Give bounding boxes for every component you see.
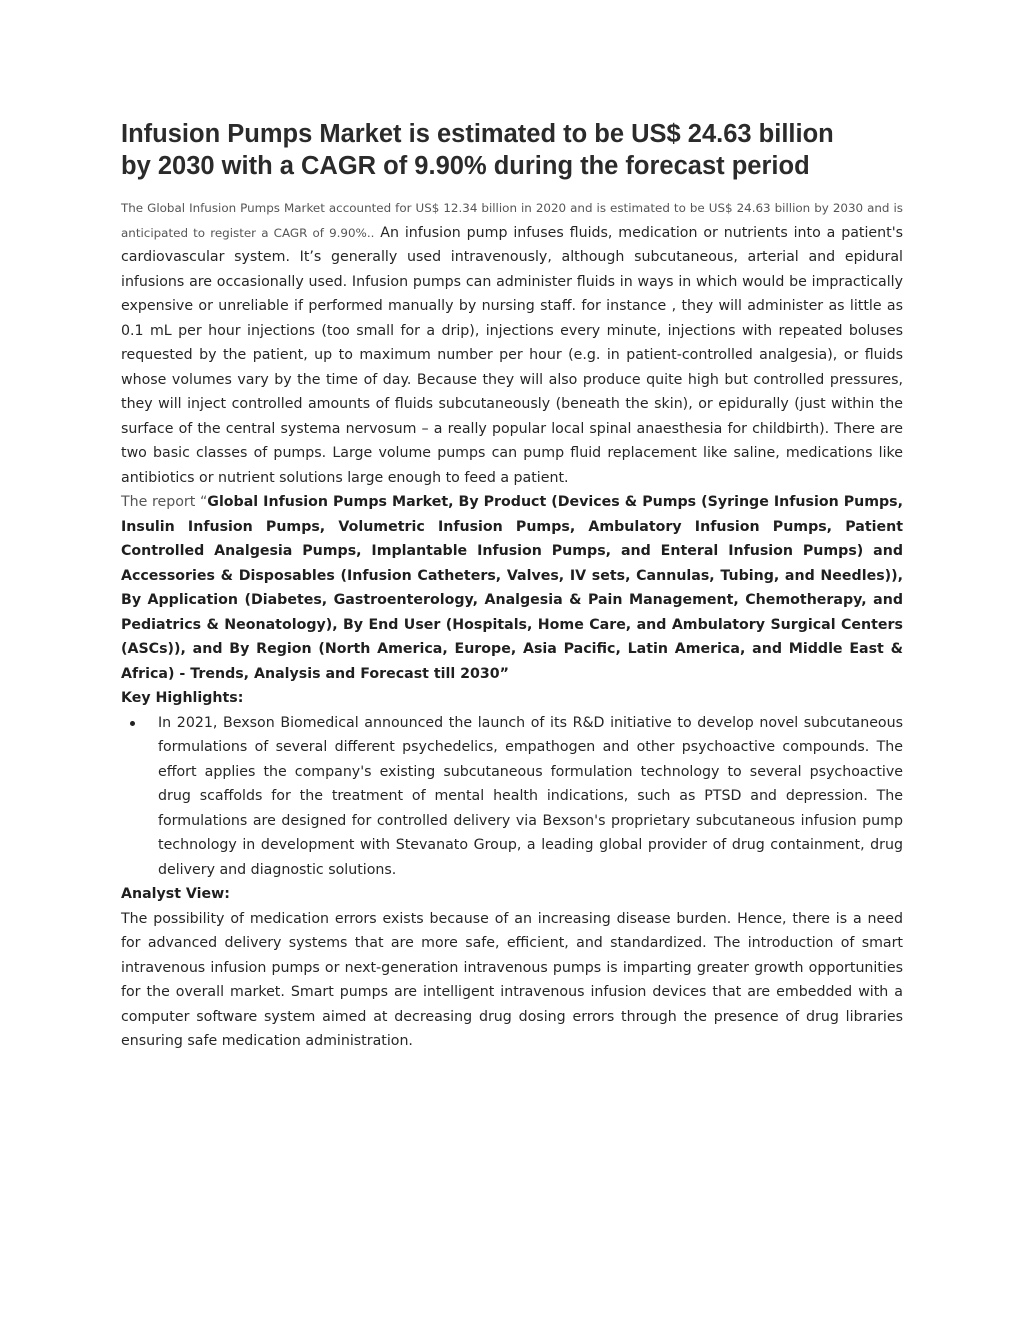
report-paragraph xyxy=(121,490,903,686)
intro-lead-text: The Global Infusion Pumps Market accounted for US$ 12.34 billion in 2020 and is estimated to be US$ 24.63 billion by 2030 and is anticipated to register a CAGR of 9.90%.. xyxy=(121,201,903,240)
key-highlights-list xyxy=(121,711,903,883)
page-title-line-2: by 2030 with a CAGR of 9.90% during the forecast period xyxy=(121,152,810,180)
page-title-line-1: Infusion Pumps Market is estimated to be US$ 24.63 billion xyxy=(121,120,834,148)
document-page xyxy=(121,118,903,1054)
key-highlights-heading: Key Highlights: xyxy=(121,690,244,706)
intro-body-text: An infusion pump infuses fluids, medication or nutrients into a patient's cardiovascular system. It’s generally used intravenously, although subcutaneous, arterial and epidural infusions are occasionally used. Infusion pumps can administer fluids in ways in which would be impractically expensive or unreliable if performed manually by nursing staff. for instance , they will administer as little as 0.1 mL per hour injections (too small for a drip), injections every minute, injections with repeated boluses requested by the patient, up to maximum number per hour (e.g. in patient-controlled analgesia), or fluids whose volumes vary by the time of day. Because they will also produce quite high but controlled pressures, they will inject controlled amounts of fluids subcutaneously (beneath the skin), or epidurally (just within the surface of the central systema nervosum – a really popular local spinal anaesthesia for childbirth). There are two basic classes of pumps. Large volume pumps can pump fluid replacement like saline, medications like antibiotics or nutrient solutions large enough to feed a patient. xyxy=(121,224,903,486)
analyst-view-paragraph: The possibility of medication errors exists because of an increasing disease burden. Hence, there is a need for advanced delivery systems that are more safe, efficient, and standardized. The introduction of smart intravenous infusion pumps or next-generation intravenous pumps is imparting greater growth opportunities for the overall market. Smart pumps are intelligent intravenous infusion devices that are embedded with a computer software system aimed at decreasing drug dosing errors through the presence of drug libraries ensuring safe medication administration. xyxy=(121,910,903,1049)
list-item-text: In 2021, Bexson Biomedical announced the launch of its R&D initiative to develop novel subcutaneous formulations of several different psychedelics, empathogen and other psychoactive compounds. The effort applies the company's existing subcutaneous formulation technology to several psychoactive drug scaffolds for the treatment of mental health indications, such as PTSD and depression. The formulations are designed for controlled delivery via Bexson's proprietary subcutaneous infusion pump technology in development with Stevanato Group, a leading global provider of drug containment, drug delivery and diagnostic solutions. xyxy=(158,714,903,878)
bullet-icon xyxy=(130,721,135,726)
intro-paragraph xyxy=(121,196,903,490)
report-title: Global Infusion Pumps Market, By Product (Devices & Pumps (Syringe Infusion Pumps, Insulin Infusion Pumps, Volumetric Infusion Pumps, Ambulatory Infusion Pumps, Patient Controlled Analgesia Pumps, Implantable Infusion Pumps, and Enteral Infusion Pumps) and Accessories & Disposables (Infusion Catheters, Valves, IV sets, Cannulas, Tubing, and Needles)), By Application (Diabetes, Gastroenterology, Analgesia & Pain Management, Chemotherapy, and Pediatrics & Neonatology), By End User (Hospitals, Home Care, and Ambulatory Surgical Centers (ASCs)), and By Region (North America, Europe, Asia Pacific, Latin America, and Middle East & Africa) - Trends, Analysis and Forecast till 2030” xyxy=(121,494,903,682)
page-title xyxy=(121,118,903,182)
list-item xyxy=(158,711,903,883)
analyst-view-heading: Analyst View: xyxy=(121,886,230,902)
report-prefix: The report “ xyxy=(121,494,208,510)
article-body xyxy=(121,196,903,1054)
